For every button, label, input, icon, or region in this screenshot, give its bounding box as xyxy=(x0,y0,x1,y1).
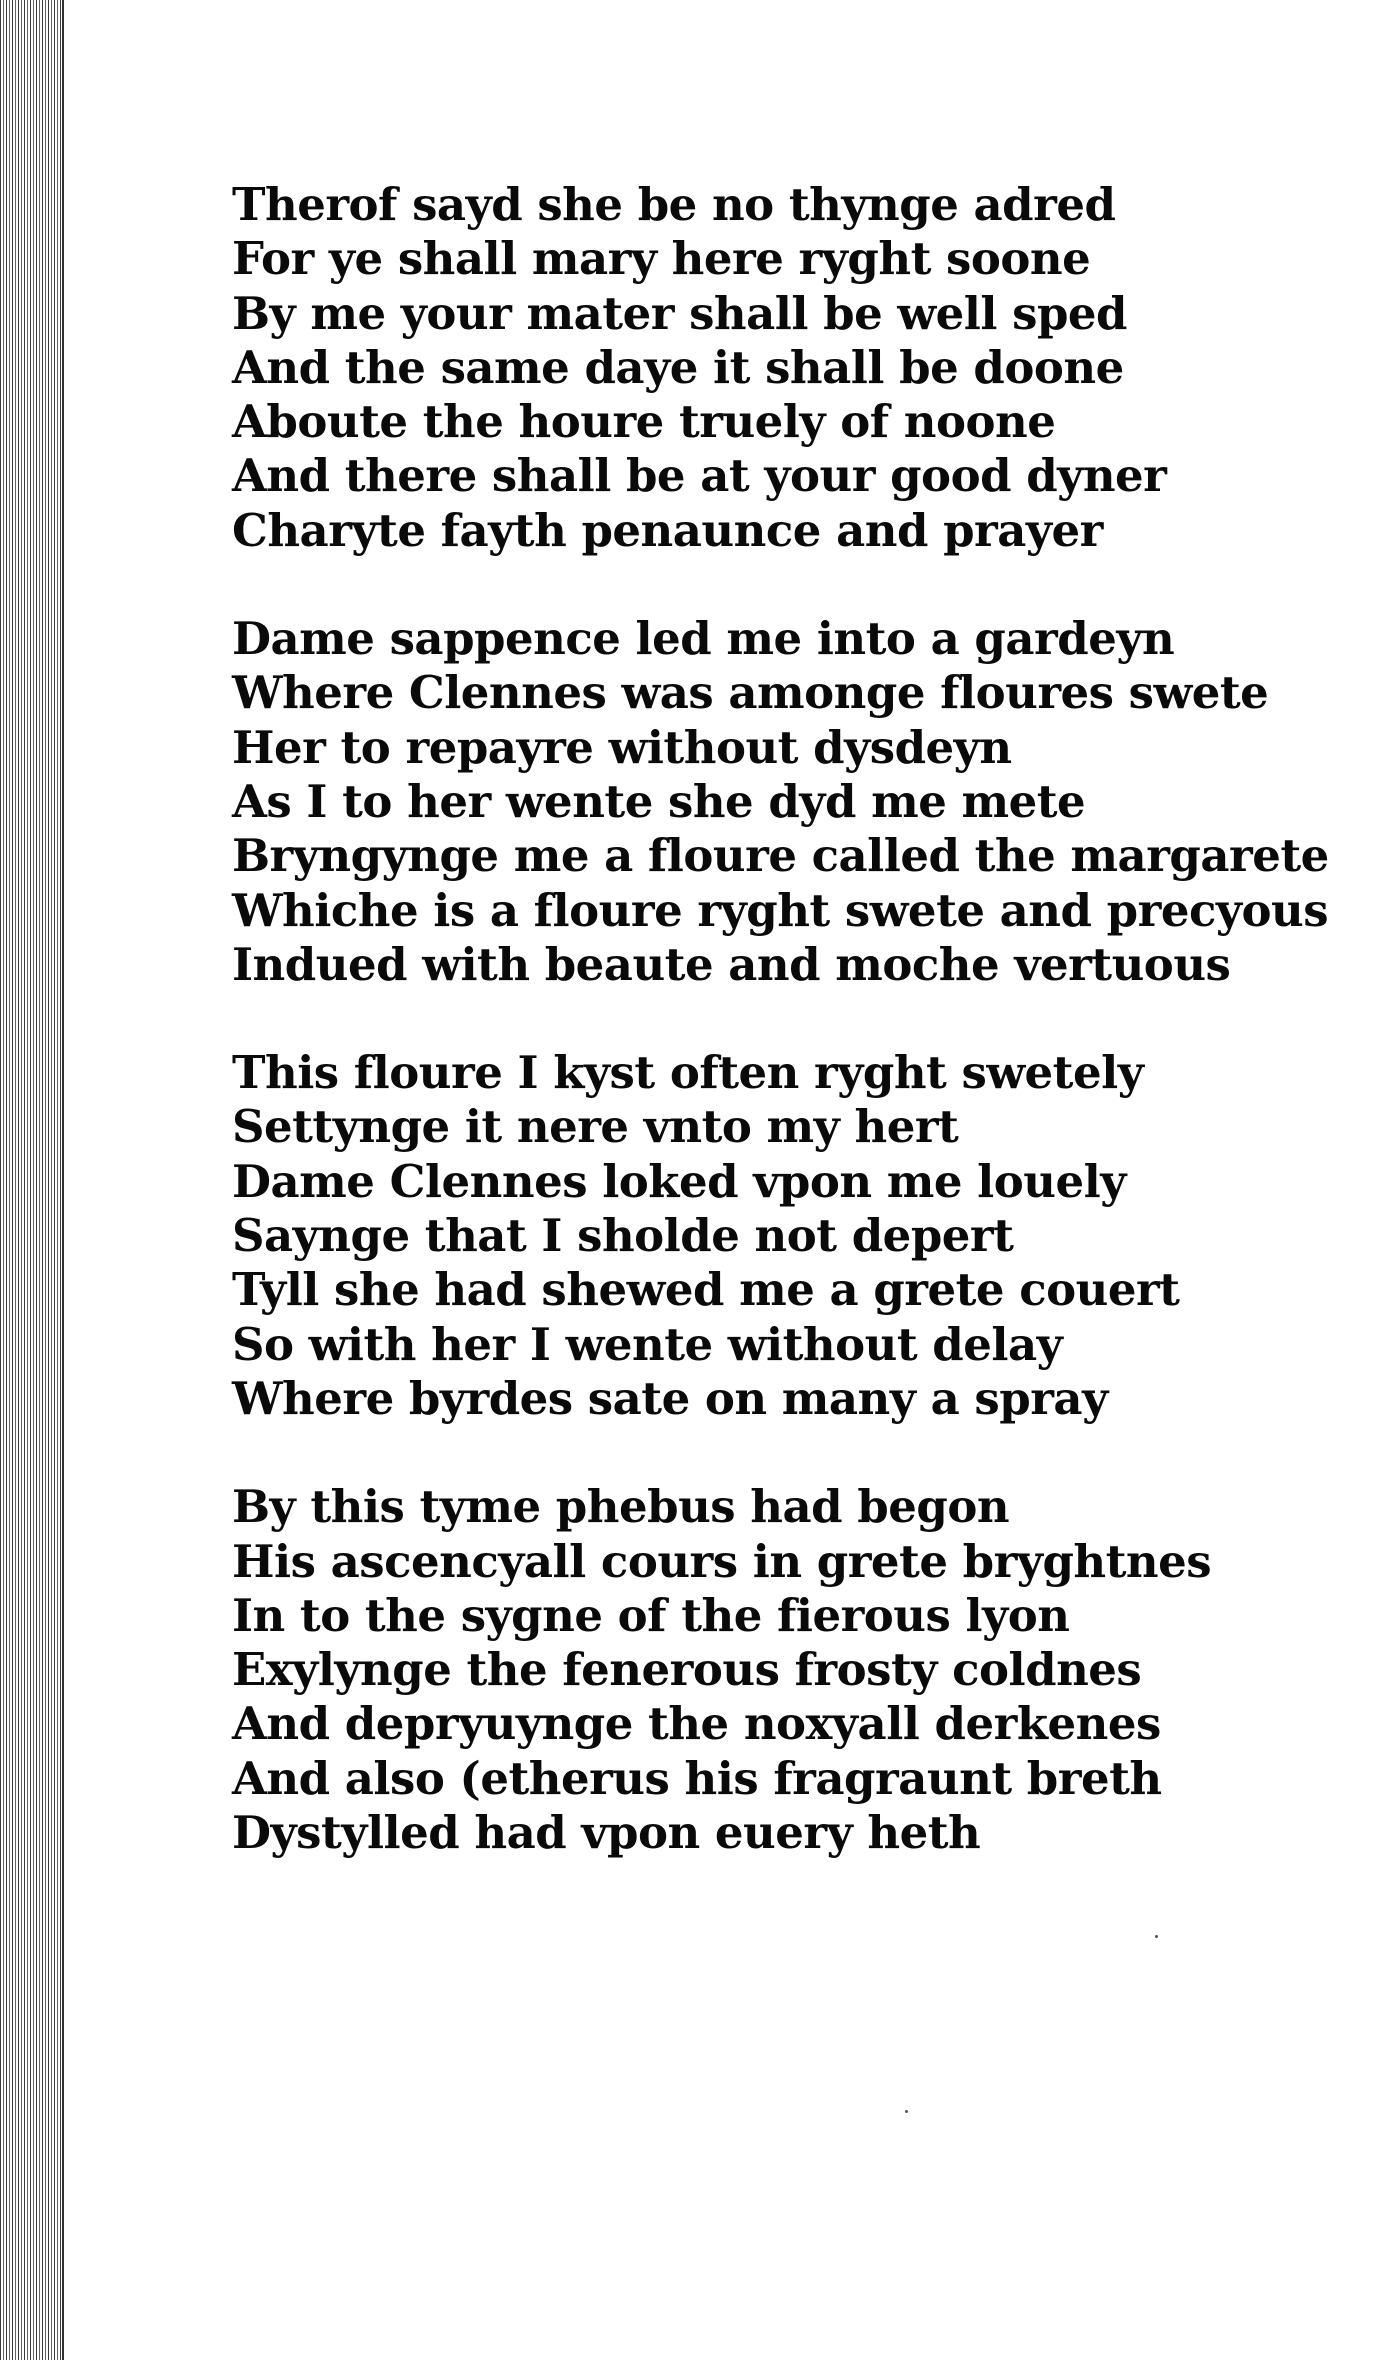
poem-line: And the same daye it shall be doone xyxy=(232,340,1124,394)
poem-line: Charyte fayth penaunce and prayer xyxy=(232,503,1103,557)
poem-line: So with her I wente without delay xyxy=(232,1317,1063,1371)
poem-line: In to the sygne of the fierous lyon xyxy=(232,1588,1070,1642)
poem-line: Dame Clennes loked vpon me louely xyxy=(232,1154,1126,1208)
stanza-4 xyxy=(232,1480,1232,1860)
poem-line: Aboute the houre truely of noone xyxy=(232,395,1056,449)
poem-line: Therof sayd she be no thynge adred xyxy=(232,178,1116,231)
poem-line: Where byrdes sate on many a spray xyxy=(232,1371,1108,1425)
poem-line: Dame sappence led me into a gardeyn xyxy=(232,612,1175,666)
poem-line: Her to repayre without dysdeyn xyxy=(232,720,1012,774)
poem-line: And also (etherus his fragraunt breth xyxy=(232,1751,1162,1805)
poem-line: As I to her wente she dyd me mete xyxy=(232,774,1086,828)
stanza-1 xyxy=(232,178,1232,558)
binding-edge xyxy=(0,0,62,2360)
stanza-2 xyxy=(232,612,1329,992)
poem-line: Saynge that I sholde not depert xyxy=(232,1209,1014,1263)
poem-line: His ascencyall cours in grete bryghtnes xyxy=(232,1534,1212,1588)
poem-line: And depryuynge the noxyall derkenes xyxy=(232,1697,1161,1751)
poem-line: For ye shall mary here ryght soone xyxy=(232,232,1091,286)
poem-line: Exylynge the fenerous frosty coldnes xyxy=(232,1643,1142,1697)
poem-line: Whiche is a floure ryght swete and precyous xyxy=(232,883,1329,937)
poem-line: This floure I kyst often ryght swetely xyxy=(232,1046,1144,1100)
poem-line: Settynge it nere vnto my hert xyxy=(232,1100,959,1154)
poem-line: Dystylled had vpon euery heth xyxy=(232,1806,981,1860)
poem-text xyxy=(232,178,1329,1914)
poem-line: By me your mater shall be well sped xyxy=(232,286,1128,340)
stanza-3 xyxy=(232,1046,1232,1426)
poem-line: Indued with beaute and moche vertuous xyxy=(232,937,1231,991)
poem-line: By this tyme phebus had begon xyxy=(232,1480,1010,1534)
page-gutter-line xyxy=(62,0,64,2360)
paper-speck xyxy=(905,2110,908,2113)
poem-line: Where Clennes was amonge floures swete xyxy=(232,666,1269,720)
paper-speck xyxy=(1155,1935,1158,1938)
poem-line: Bryngynge me a floure called the margarete xyxy=(232,829,1329,883)
poem-line: Tyll she had shewed me a grete couert xyxy=(232,1263,1180,1317)
poem-line: And there shall be at your good dyner xyxy=(232,449,1167,503)
